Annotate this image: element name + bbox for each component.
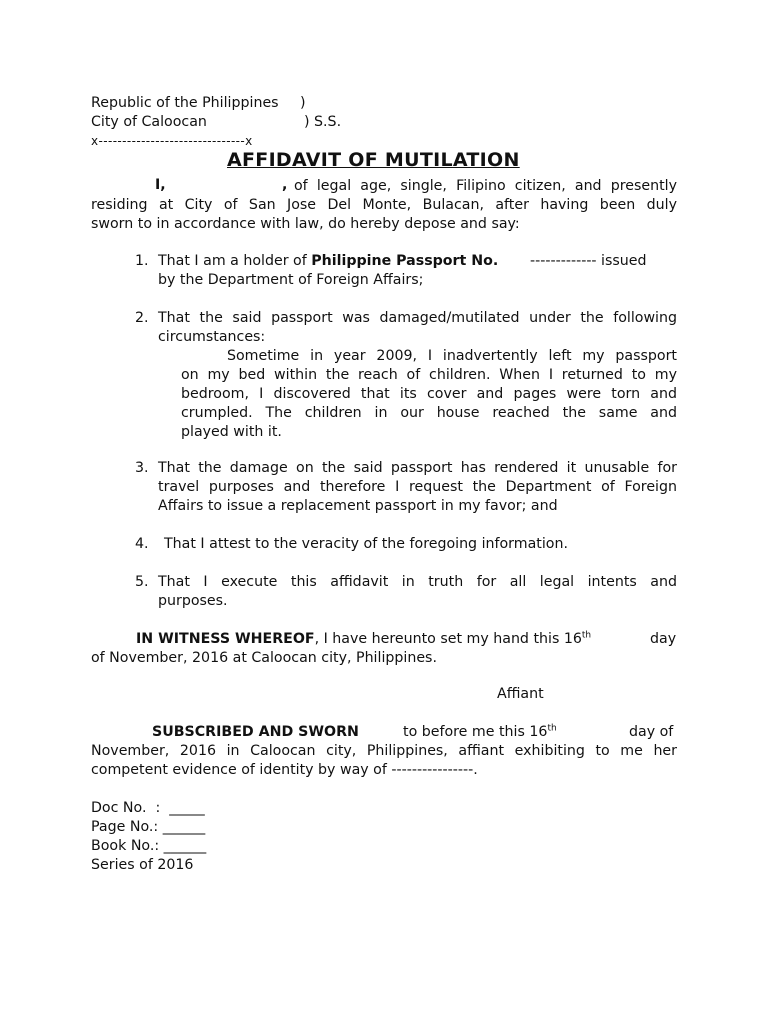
subscribed-line-3: competent evidence of identity by way of ----------------.: [91, 762, 478, 778]
item-5-line-1: That I execute this affidavit in truth for all legal intents and: [158, 574, 677, 590]
item-3-line-3: Affairs to issue a replacement passport in my favor; and: [158, 498, 558, 514]
subscribed-text-body: to before me this 16: [403, 724, 548, 740]
intro-i-label: I,: [155, 177, 166, 193]
affiant-label: Affiant: [497, 686, 544, 702]
item-3-line-1: That the damage on the said passport has rendered it unusable for: [158, 460, 677, 476]
item-2-line-2: circumstances:: [158, 329, 266, 345]
item-1-pre: That I am a holder of: [158, 253, 307, 269]
item-1-line-2: by the Department of Foreign Affairs;: [158, 272, 424, 288]
header-republic-paren: ): [300, 95, 306, 111]
item-5-number: 5.: [135, 574, 149, 590]
subscribed-ordinal: th: [547, 723, 557, 734]
header-republic: [91, 94, 279, 113]
witness-text: , I have hereunto set my hand this 16: [314, 631, 582, 647]
header-divider: x-------------------------------x: [91, 134, 253, 148]
intro-comma: ,: [282, 177, 288, 193]
item-4-line-1: That I attest to the veracity of the foregoing information.: [164, 536, 568, 552]
series-year: Series of 2016: [91, 857, 194, 873]
page-number: Page No.: ______: [91, 819, 206, 835]
item-4-number: 4.: [135, 536, 149, 552]
item-1-number: 1.: [135, 253, 149, 269]
item-2-para-line-3: bedroom, I discovered that its cover and pages were torn and: [181, 386, 677, 402]
doc-number: Doc No. : _____: [91, 800, 205, 816]
item-2-para-line-1: Sometime in year 2009, I inadvertently left my passport: [227, 348, 677, 364]
item-2-para-line-5: played with it.: [181, 424, 282, 440]
header-ss: ) S.S.: [304, 114, 342, 130]
intro-line-1: of legal age, single, Filipino citizen, and presently: [294, 178, 677, 194]
header-city: City of Caloocan: [91, 114, 207, 130]
item-5-line-2: purposes.: [158, 593, 228, 609]
subscribed-line-1: [152, 723, 359, 742]
item-1-passport-label: Philippine Passport No.: [311, 253, 499, 269]
republic-text: Republic of the Philippines: [91, 95, 279, 111]
document-title: AFFIDAVIT OF MUTILATION: [227, 149, 520, 171]
item-2-para-line-4: crumpled. The children in our house reached the same and: [181, 405, 677, 421]
subscribed-day: day of: [629, 724, 674, 740]
witness-heading: IN WITNESS WHEREOF: [136, 631, 315, 647]
subscribed-line-2: November, 2016 in Caloocan city, Philippines, affiant exhibiting to me her: [91, 743, 677, 759]
witness-day: day: [650, 631, 677, 647]
subscribed-heading: SUBSCRIBED AND SWORN: [152, 724, 359, 740]
witness-ordinal: th: [581, 630, 592, 641]
witness-line-2: of November, 2016 at Caloocan city, Philippines.: [91, 650, 437, 666]
book-number: Book No.: ______: [91, 838, 207, 854]
item-2-line-1: That the said passport was damaged/mutilated under the following: [158, 310, 677, 326]
item-3-line-2: travel purposes and therefore I request the Department of Foreign: [158, 479, 677, 495]
item-2-number: 2.: [135, 310, 149, 326]
item-1-post: ------------- issued: [530, 253, 647, 269]
item-1-line-1: [158, 252, 498, 271]
subscribed-text: [403, 723, 557, 742]
intro-line-3: sworn to in accordance with law, do hereby depose and say:: [91, 216, 520, 232]
witness-line-1: [136, 630, 591, 649]
item-3-number: 3.: [135, 460, 149, 476]
item-2-para-line-2: on my bed within the reach of children. When I returned to my: [181, 367, 677, 383]
intro-line-2: residing at City of San Jose Del Monte, Bulacan, after having been duly: [91, 197, 677, 213]
